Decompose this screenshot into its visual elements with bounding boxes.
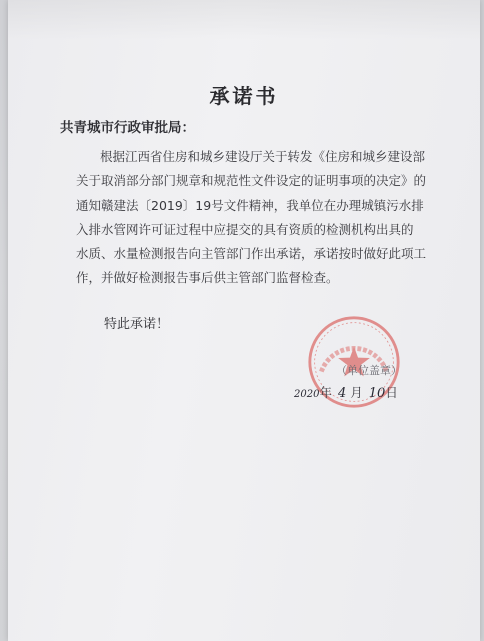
document-title: 承诺书: [209, 84, 279, 108]
date-day: 10: [368, 386, 386, 401]
date-month-char: 月: [350, 385, 363, 400]
body-line: 根据江西省住房和城乡建设厅关于转发《住房和城乡建设部: [100, 149, 426, 164]
addressee: 共青城市行政审批局：: [60, 120, 195, 136]
document-body: [76, 145, 436, 291]
body-line: 关于取消部分部门规章和规范性文件设定的证明事项的决定》的: [76, 173, 427, 189]
closing-statement: 特此承诺！: [104, 317, 170, 332]
page-shadow: [8, 0, 480, 40]
body-line: 通知赣建法〔2019〕19号文件精神，我单位在办理城镇污水排: [76, 197, 424, 213]
body-line: 水质、水量检测报告向主管部门作出承诺，承诺按时做好此项工: [76, 246, 427, 262]
date-day-char: 日: [385, 385, 398, 400]
date-month: 4: [337, 386, 347, 401]
date-year-char: 年: [319, 385, 332, 400]
body-line: 入排水管网许可证过程中应提交的具有资质的检测机构出具的: [76, 221, 414, 237]
body-line: 作，并做好检测报告事后供主管部门监督检查。: [76, 270, 339, 286]
seal-unit-label: （单位盖章）: [336, 364, 402, 377]
document-page: [8, 0, 480, 641]
signature-date: [294, 383, 398, 401]
date-year: 2020: [294, 389, 320, 400]
